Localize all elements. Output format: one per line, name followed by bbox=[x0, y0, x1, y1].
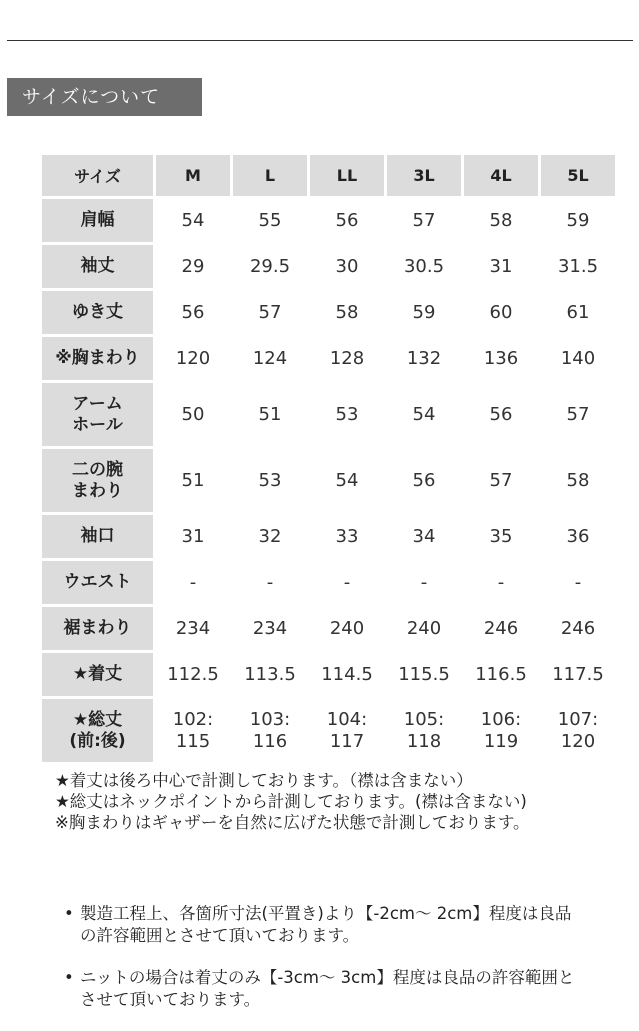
table-cell: 107: 120 bbox=[557, 708, 599, 752]
table-cell: 34 bbox=[412, 525, 436, 547]
table-cell: 54 bbox=[181, 209, 205, 231]
table-cell: 54 bbox=[335, 469, 359, 491]
table-cell: 29 bbox=[181, 255, 205, 277]
table-cell: 132 bbox=[406, 347, 442, 369]
row-label: 二の腕 まわり bbox=[42, 449, 153, 512]
table-cell: 234 bbox=[175, 617, 211, 639]
table-cell: 59 bbox=[566, 209, 590, 231]
list-item: • 製造工程上、各箇所寸法(平置き)より【-2cm～ 2cm】程度は良品の許容範囲とさせて頂いております。 bbox=[64, 903, 584, 947]
table-cell: 31 bbox=[489, 255, 513, 277]
table-cell: - bbox=[420, 571, 428, 593]
table-cell: 240 bbox=[329, 617, 365, 639]
list-item: • ニットの場合は着丈のみ【-3cm～ 3cm】程度は良品の許容範囲とさせて頂いております。 bbox=[64, 967, 584, 1011]
row-label: ※胸まわり bbox=[42, 337, 153, 380]
table-row bbox=[42, 291, 615, 334]
table-cell: 116.5 bbox=[475, 663, 527, 685]
table-cell: 30 bbox=[335, 255, 359, 277]
row-label: 裾まわり bbox=[42, 607, 153, 650]
table-cell: 53 bbox=[258, 469, 282, 491]
table-cell: - bbox=[189, 571, 197, 593]
row-label: 肩幅 bbox=[42, 199, 153, 242]
table-row bbox=[42, 607, 615, 650]
row-label: 袖口 bbox=[42, 515, 153, 558]
table-cell: 113.5 bbox=[244, 663, 296, 685]
table-cell: 50 bbox=[181, 403, 205, 425]
table-cell: 51 bbox=[181, 469, 205, 491]
size-col-header: 4L bbox=[464, 155, 538, 196]
table-cell: 58 bbox=[335, 301, 359, 323]
table-row bbox=[42, 515, 615, 558]
row-label: アーム ホール bbox=[42, 383, 153, 446]
note-line: ※胸まわりはギャザーを自然に広げた状態で計測しております。 bbox=[55, 813, 530, 832]
size-table-body bbox=[42, 199, 615, 762]
table-cell: 59 bbox=[412, 301, 436, 323]
row-label: ★総丈 (前:後) bbox=[42, 699, 153, 762]
table-cell: 106: 119 bbox=[480, 708, 522, 752]
table-row bbox=[42, 561, 615, 604]
table-cell: 56 bbox=[181, 301, 205, 323]
table-cell: - bbox=[574, 571, 582, 593]
table-cell: - bbox=[343, 571, 351, 593]
table-row bbox=[42, 199, 615, 242]
table-cell: 51 bbox=[258, 403, 282, 425]
table-cell: - bbox=[266, 571, 274, 593]
size-col-header: 5L bbox=[541, 155, 615, 196]
table-cell: 246 bbox=[560, 617, 596, 639]
table-cell: 105: 118 bbox=[403, 708, 445, 752]
size-table bbox=[39, 152, 618, 765]
size-col-header: LL bbox=[310, 155, 384, 196]
table-cell: 104: 117 bbox=[326, 708, 368, 752]
table-cell: 117.5 bbox=[552, 663, 604, 685]
table-cell: 29.5 bbox=[249, 255, 291, 277]
table-cell: 124 bbox=[252, 347, 288, 369]
table-cell: 58 bbox=[566, 469, 590, 491]
table-row bbox=[42, 449, 615, 512]
note-line: ★総丈はネックポイントから計測しております。(襟は含まない) bbox=[55, 792, 527, 811]
table-cell: 60 bbox=[489, 301, 513, 323]
table-cell: 33 bbox=[335, 525, 359, 547]
table-cell: 55 bbox=[258, 209, 282, 231]
table-cell: 136 bbox=[483, 347, 519, 369]
table-cell: 31 bbox=[181, 525, 205, 547]
table-cell: 112.5 bbox=[167, 663, 219, 685]
table-cell: 234 bbox=[252, 617, 288, 639]
size-header-label: サイズ bbox=[42, 155, 153, 196]
top-divider bbox=[7, 40, 633, 41]
table-row bbox=[42, 653, 615, 696]
row-label: 袖丈 bbox=[42, 245, 153, 288]
table-row bbox=[42, 699, 615, 762]
table-cell: 140 bbox=[560, 347, 596, 369]
table-cell: 32 bbox=[258, 525, 282, 547]
table-cell: 30.5 bbox=[403, 255, 445, 277]
section-title: サイズについて bbox=[7, 78, 202, 116]
tolerance-list bbox=[64, 903, 584, 1031]
table-cell: 56 bbox=[412, 469, 436, 491]
table-cell: 61 bbox=[566, 301, 590, 323]
table-cell: - bbox=[497, 571, 505, 593]
row-label: ★着丈 bbox=[42, 653, 153, 696]
table-cell: 57 bbox=[412, 209, 436, 231]
size-col-header: L bbox=[233, 155, 307, 196]
table-cell: 58 bbox=[489, 209, 513, 231]
size-header-row bbox=[42, 155, 615, 196]
table-cell: 246 bbox=[483, 617, 519, 639]
row-label: ウエスト bbox=[42, 561, 153, 604]
table-cell: 54 bbox=[412, 403, 436, 425]
table-cell: 115.5 bbox=[398, 663, 450, 685]
table-cell: 56 bbox=[335, 209, 359, 231]
table-cell: 57 bbox=[258, 301, 282, 323]
size-col-header: M bbox=[156, 155, 230, 196]
table-cell: 36 bbox=[566, 525, 590, 547]
size-col-header: 3L bbox=[387, 155, 461, 196]
table-cell: 57 bbox=[489, 469, 513, 491]
measurement-notes bbox=[55, 770, 585, 833]
table-cell: 57 bbox=[566, 403, 590, 425]
table-cell: 240 bbox=[406, 617, 442, 639]
table-cell: 31.5 bbox=[557, 255, 599, 277]
table-cell: 35 bbox=[489, 525, 513, 547]
table-row bbox=[42, 337, 615, 380]
table-row bbox=[42, 245, 615, 288]
table-row bbox=[42, 383, 615, 446]
table-cell: 102: 115 bbox=[172, 708, 214, 752]
table-cell: 53 bbox=[335, 403, 359, 425]
table-cell: 120 bbox=[175, 347, 211, 369]
table-cell: 56 bbox=[489, 403, 513, 425]
table-cell: 103: 116 bbox=[249, 708, 291, 752]
table-cell: 114.5 bbox=[321, 663, 373, 685]
note-line: ★着丈は後ろ中心で計測しております。（襟は含まない） bbox=[55, 771, 473, 790]
table-cell: 128 bbox=[329, 347, 365, 369]
row-label: ゆき丈 bbox=[42, 291, 153, 334]
